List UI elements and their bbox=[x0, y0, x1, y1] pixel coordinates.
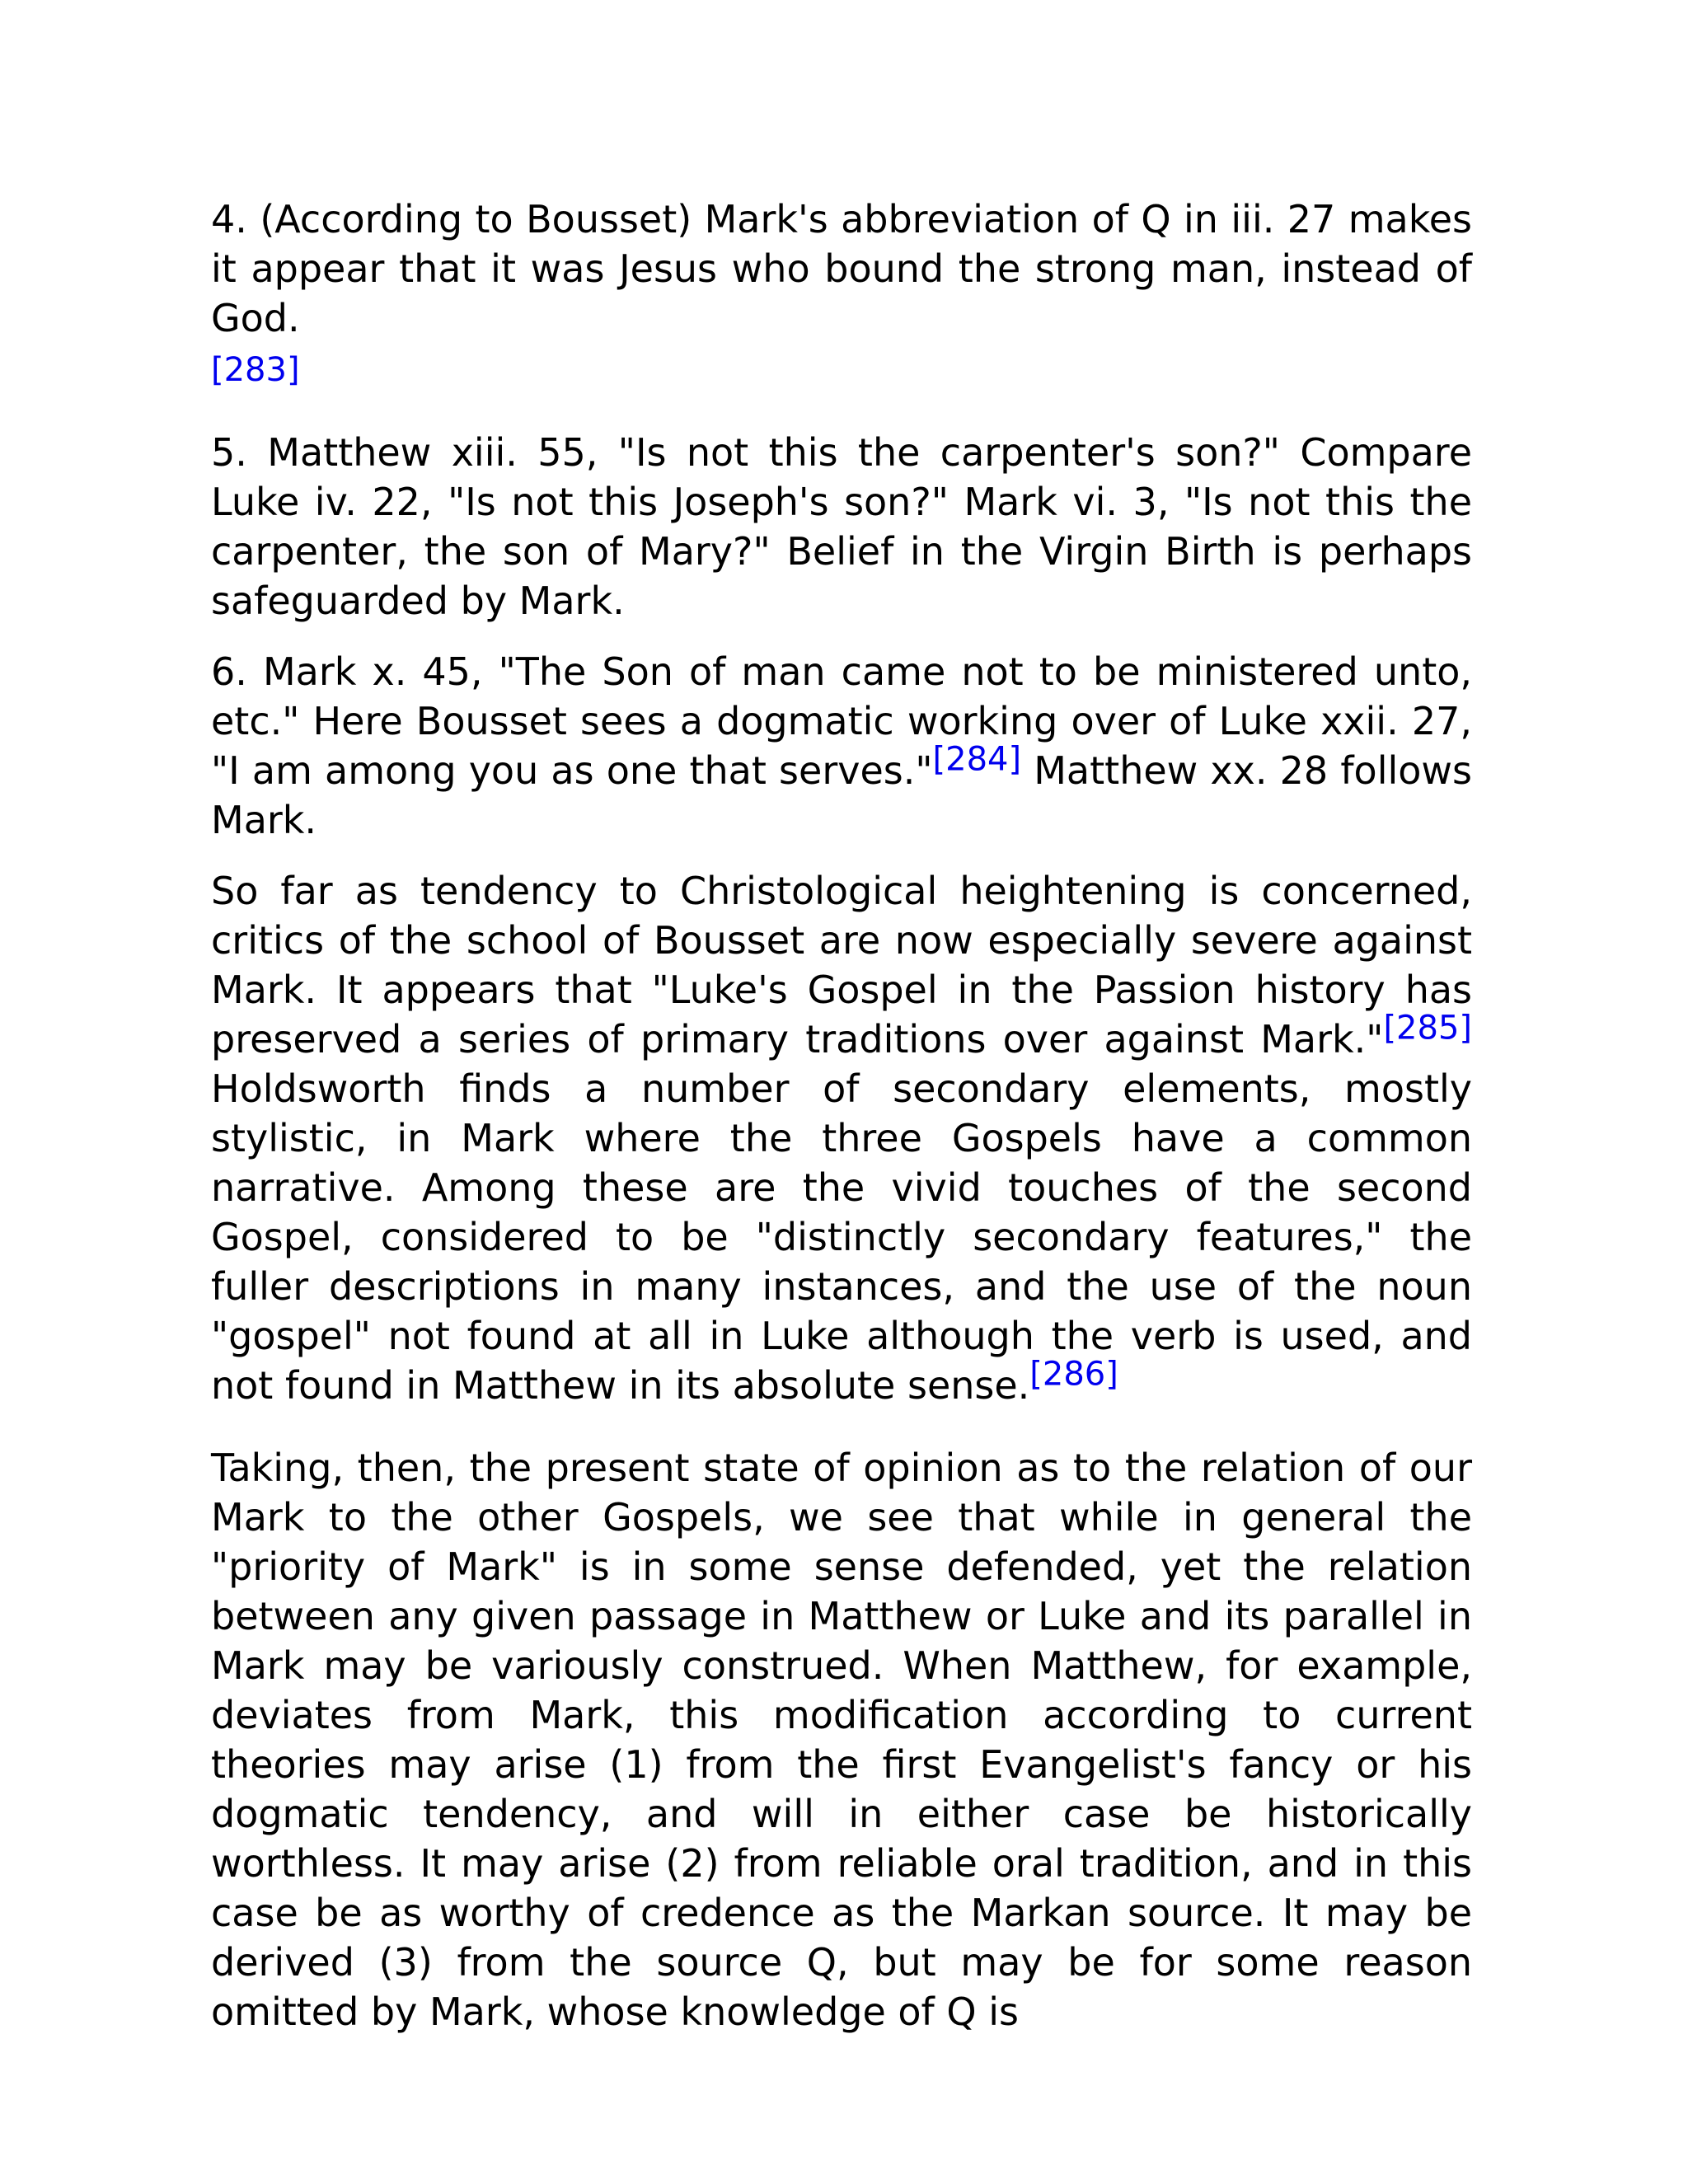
paragraph-5-text: 5. Matthew xiii. 55, "Is not this the carpenter's son?" Compare Luke iv. 22, "Is not this Joseph's son?" Mark vi. 3, "Is not this the carpenter, the son of Mary?" Belief in the Virgin Birth is perhaps safeguarded by Mark. bbox=[211, 430, 1472, 623]
paragraph-7-text-a: So far as tendency to Christological heightening is concerned, critics of the school of Bousset are now especially severe against Mark. It appears that "Luke's Gospel in the Passion history has preserved a series of primary traditions over against Mark." bbox=[211, 869, 1472, 1062]
footnote-link-284[interactable]: [284] bbox=[932, 740, 1022, 779]
paragraph-7-text-b: Holdsworth finds a number of secondary elements, mostly stylistic, in Mark where the three Gospels have a common narrative. Among these are the vivid touches of the second Gospel, considered to be "distinctly secondary features," the fuller descriptions in many instances, and the use of the noun "gospel" not found at all in Luke although the verb is used, and not found in Matthew in its absolute sense. bbox=[211, 1066, 1472, 1408]
paragraph-4-text: 4. (According to Bousset) Mark's abbreviation of Q in iii. 27 makes it appear that it was Jesus who bound the strong man, instead of God. bbox=[211, 197, 1472, 340]
footnote-link-283[interactable]: [283] bbox=[211, 351, 300, 389]
document-page bbox=[211, 194, 1472, 2069]
paragraph-8 bbox=[211, 1443, 1472, 2036]
footnote-link-285[interactable]: [285] bbox=[1383, 1009, 1472, 1047]
paragraph-6-text-b: Matthew xx. 28 follows Mark. bbox=[211, 748, 1472, 842]
paragraph-6 bbox=[211, 647, 1472, 845]
paragraph-6-text-a: 6. Mark x. 45, "The Son of man came not to be ministered unto, etc." Here Bousset sees a dogmatic working over of Luke xxii. 27, "I am among you as one that serves." bbox=[211, 649, 1472, 793]
paragraph-7 bbox=[211, 866, 1472, 1410]
paragraph-4 bbox=[211, 194, 1472, 395]
footnote-link-286[interactable]: [286] bbox=[1029, 1355, 1118, 1394]
paragraph-5 bbox=[211, 428, 1472, 626]
paragraph-8-text: Taking, then, the present state of opinion as to the relation of our Mark to the other Gospels, we see that while in general the "priority of Mark" is in some sense defended, yet the relation between any given passage in Matthew or Luke and its parallel in Mark may be variously construed. When Matthew, for example, deviates from Mark, this modification according to current theories may arise (1) from the first Evangelist's fancy or his dogmatic tendency, and will in either case be historically worthless. It may arise (2) from reliable oral tradition, and in this case be as worthy of credence as the Markan source. It may be derived (3) from the source Q, but may be for some reason omitted by Mark, whose knowledge of Q is bbox=[211, 1446, 1472, 2034]
